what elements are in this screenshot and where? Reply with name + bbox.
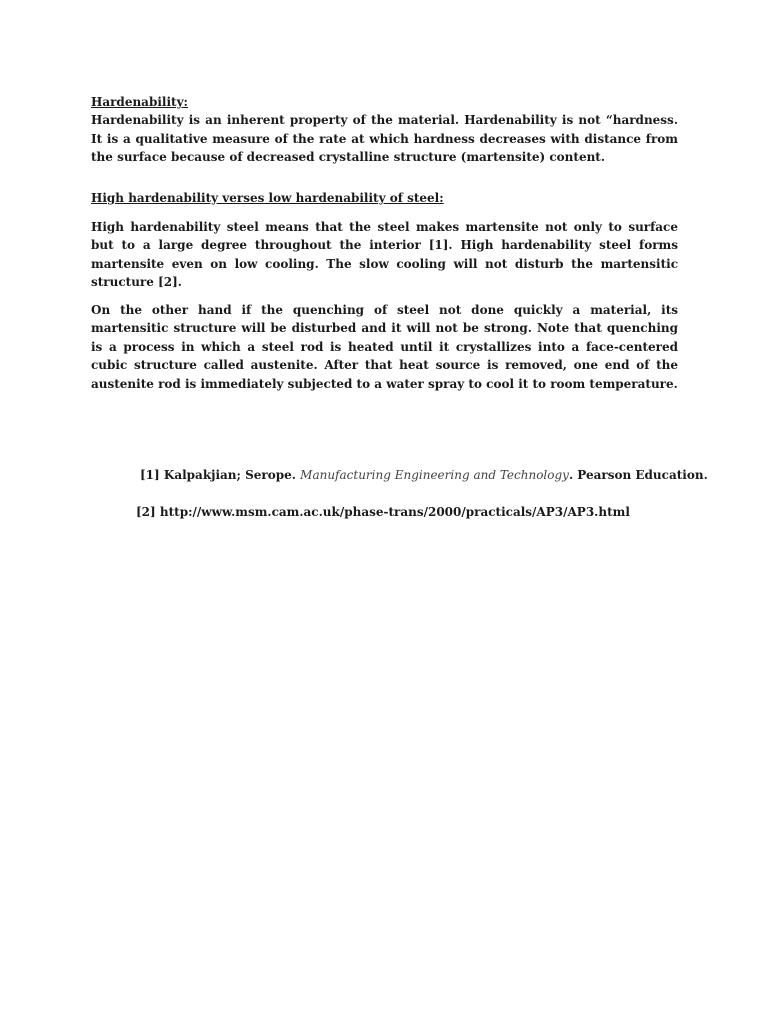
section-spacer — [91, 167, 678, 189]
document-body — [91, 93, 678, 393]
reference-2: [2] http://www.msm.cam.ac.uk/phase-trans/2000/practicals/AP3/AP3.html — [136, 505, 630, 519]
references — [136, 466, 736, 521]
reference-1-authors: [1] Kalpakjian; Serope. — [140, 468, 301, 482]
section-heading-high-vs-low: High hardenability verses low hardenability of steel: — [91, 190, 444, 205]
reference-1 — [136, 466, 736, 484]
paragraph-hardenability-definition: Hardenability is an inherent property of the material. Hardenability is not “hardness. It is a qualitative measure of the rate at which hardness decreases with distance from the surface because of decreased crystalline structure (martensite) content. — [91, 113, 678, 164]
paragraph-high-hardenability: High hardenability steel means that the steel makes martensite not only to surface but to a large degree throughout the interior [1]. High hardenability steel forms martensite even on low cooling. The slow cooling will not disturb the martensitic structure [2]. — [91, 219, 678, 289]
section-heading-hardenability: Hardenability: — [91, 95, 188, 109]
reference-1-publisher: . Pearson Education. — [568, 468, 708, 482]
reference-1-title: Manufacturing Engineering and Technology — [300, 468, 569, 482]
paragraph-quenching: On the other hand if the quenching of steel not done quickly a material, its martensitic structure will be disturbed and it will not be strong. Note that quenching is a process in which a steel rod is heated until it crystallizes into a face-centered cubic structure called austenite. After that heat source is removed, one end of the austenite rod is immediately subjected to a water spray to cool it to room temperature. — [91, 302, 678, 391]
